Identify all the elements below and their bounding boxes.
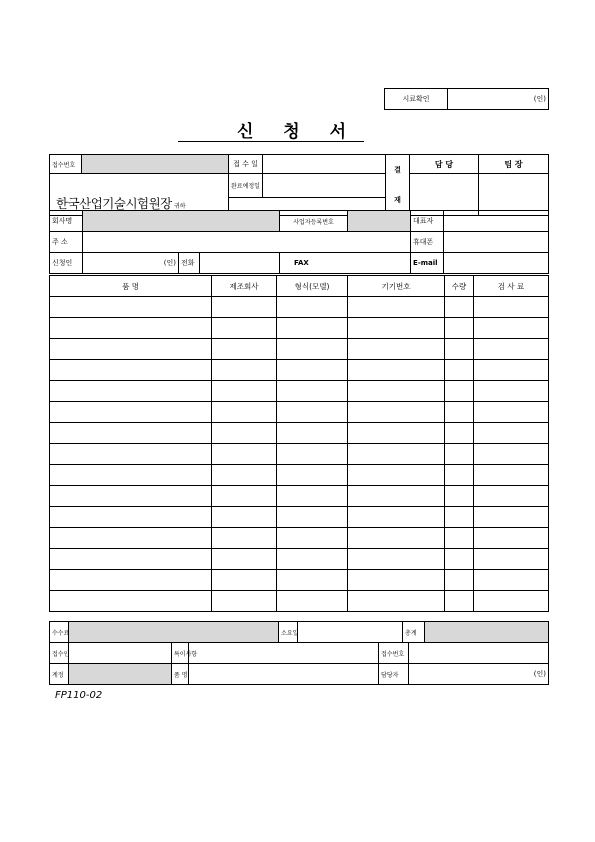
- serial-cell[interactable]: [348, 360, 445, 381]
- table-row: [50, 591, 549, 612]
- item-name-cell[interactable]: [50, 444, 212, 465]
- quantity-cell[interactable]: [445, 339, 474, 360]
- manufacturer-cell[interactable]: [212, 381, 277, 402]
- table-row: [50, 486, 549, 507]
- item-name-cell[interactable]: [50, 486, 212, 507]
- receiver-field[interactable]: [69, 643, 172, 664]
- fee-cell[interactable]: [474, 381, 549, 402]
- item-name-cell[interactable]: [50, 381, 212, 402]
- fax-cell: [280, 253, 411, 274]
- table-row: [50, 423, 549, 444]
- email-label: E-mail: [411, 253, 444, 274]
- serial-cell[interactable]: [348, 339, 445, 360]
- manufacturer-cell[interactable]: [212, 423, 277, 444]
- model-cell[interactable]: [277, 402, 348, 423]
- biz-reg-field[interactable]: [348, 211, 411, 232]
- serial-cell[interactable]: [348, 318, 445, 339]
- col-header-serial: 기기번호: [348, 276, 445, 297]
- item-name-cell[interactable]: [50, 528, 212, 549]
- applicant-seal[interactable]: (인): [83, 253, 179, 274]
- serial-cell[interactable]: [348, 549, 445, 570]
- table-row: [50, 465, 549, 486]
- fee-cell[interactable]: [474, 318, 549, 339]
- quantity-cell[interactable]: [445, 528, 474, 549]
- notes-label: 특이사항: [172, 643, 189, 664]
- page-title: 신 청 서: [236, 122, 359, 142]
- item-name-cell[interactable]: [50, 591, 212, 612]
- title-underline: [178, 141, 364, 142]
- quantity-cell[interactable]: [445, 549, 474, 570]
- model-cell[interactable]: [277, 528, 348, 549]
- item-name-cell[interactable]: [50, 507, 212, 528]
- serial-cell[interactable]: [348, 444, 445, 465]
- manufacturer-cell[interactable]: [212, 318, 277, 339]
- model-cell[interactable]: [277, 444, 348, 465]
- model-cell[interactable]: [277, 591, 348, 612]
- model-cell[interactable]: [277, 486, 348, 507]
- items-header-row: [50, 276, 549, 297]
- model-cell[interactable]: [277, 297, 348, 318]
- fee-cell[interactable]: [474, 444, 549, 465]
- manufacturer-cell[interactable]: [212, 360, 277, 381]
- fee-cell[interactable]: [474, 423, 549, 444]
- table-row: [50, 381, 549, 402]
- item-name-cell[interactable]: [50, 360, 212, 381]
- fee-cell[interactable]: [474, 402, 549, 423]
- fee-cell[interactable]: [474, 465, 549, 486]
- footer-receipt-no-label: 접수번호: [379, 643, 409, 664]
- serial-cell[interactable]: [348, 465, 445, 486]
- sample-confirm-label: 시료확인: [385, 89, 448, 110]
- serial-cell[interactable]: [348, 591, 445, 612]
- fee-cell[interactable]: [474, 360, 549, 381]
- model-cell[interactable]: [277, 360, 348, 381]
- serial-cell[interactable]: [348, 297, 445, 318]
- person-label: 담당자: [379, 664, 409, 685]
- company-field[interactable]: [83, 211, 280, 232]
- model-cell[interactable]: [277, 549, 348, 570]
- addressee-honorific: 귀하: [174, 203, 186, 210]
- fee-cell[interactable]: [474, 507, 549, 528]
- days-field[interactable]: [298, 622, 403, 643]
- table-row: [50, 528, 549, 549]
- fee-cell[interactable]: [474, 339, 549, 360]
- mobile-label: 휴대폰: [411, 232, 444, 253]
- manufacturer-cell[interactable]: [212, 507, 277, 528]
- phone-label: 전화: [179, 253, 200, 274]
- account-field[interactable]: [69, 664, 172, 685]
- model-cell[interactable]: [277, 339, 348, 360]
- person-seal[interactable]: (인): [409, 664, 549, 685]
- item-name-cell[interactable]: [50, 339, 212, 360]
- table-row: [50, 444, 549, 465]
- receipt-date-field[interactable]: [263, 155, 386, 174]
- manufacturer-cell[interactable]: [212, 339, 277, 360]
- approval-label-bottom: 재: [394, 196, 401, 204]
- receipt-date-label: 접 수 일: [229, 155, 263, 174]
- quantity-cell[interactable]: [445, 381, 474, 402]
- header-table: [49, 154, 549, 216]
- serial-cell[interactable]: [348, 402, 445, 423]
- quantity-cell[interactable]: [445, 486, 474, 507]
- serial-cell[interactable]: [348, 570, 445, 591]
- manufacturer-cell[interactable]: [212, 549, 277, 570]
- footer-item-field[interactable]: [189, 664, 379, 685]
- receipt-no-label: 접수번호: [50, 155, 82, 174]
- mobile-field[interactable]: [444, 232, 549, 253]
- fee-label: 수수료: [50, 622, 69, 643]
- phone-field[interactable]: [200, 253, 280, 274]
- serial-cell[interactable]: [348, 381, 445, 402]
- fee-cell[interactable]: [474, 528, 549, 549]
- fee-cell[interactable]: [474, 570, 549, 591]
- table-row: [50, 318, 549, 339]
- quantity-cell[interactable]: [445, 318, 474, 339]
- total-field[interactable]: [425, 622, 549, 643]
- serial-cell[interactable]: [348, 528, 445, 549]
- quantity-cell[interactable]: [445, 465, 474, 486]
- footer-table: [49, 621, 549, 685]
- fee-cell[interactable]: [474, 591, 549, 612]
- total-label: 총계: [403, 622, 425, 643]
- manufacturer-cell[interactable]: [212, 297, 277, 318]
- staff-label: 담 당: [410, 155, 479, 174]
- sample-confirm-seal[interactable]: (인): [448, 89, 549, 110]
- table-row: [50, 297, 549, 318]
- footer-item-label: 품 명: [172, 664, 189, 685]
- serial-cell[interactable]: [348, 507, 445, 528]
- manufacturer-cell[interactable]: [212, 444, 277, 465]
- item-name-cell[interactable]: [50, 297, 212, 318]
- address-label: 주 소: [50, 232, 83, 253]
- manufacturer-cell[interactable]: [212, 465, 277, 486]
- quantity-cell[interactable]: [445, 423, 474, 444]
- ceo-label: 대표자: [411, 211, 444, 232]
- fax-label: FAX: [294, 259, 309, 267]
- quantity-cell[interactable]: [445, 297, 474, 318]
- biz-reg-label: 사업자등록번호: [280, 211, 348, 232]
- receiver-label: 접수인: [50, 643, 69, 664]
- days-label: 소요일: [279, 622, 298, 643]
- quantity-cell[interactable]: [445, 402, 474, 423]
- company-label: 회사명: [50, 211, 83, 232]
- model-cell[interactable]: [277, 423, 348, 444]
- quantity-cell[interactable]: [445, 360, 474, 381]
- item-name-cell[interactable]: [50, 465, 212, 486]
- applicant-label: 신청인: [50, 253, 83, 274]
- items-table: [49, 275, 549, 612]
- table-row: [50, 549, 549, 570]
- fee-cell[interactable]: [474, 486, 549, 507]
- fee-cell[interactable]: [474, 549, 549, 570]
- ceo-field[interactable]: [444, 211, 549, 232]
- serial-cell[interactable]: [348, 486, 445, 507]
- manufacturer-cell[interactable]: [212, 591, 277, 612]
- account-label: 계정: [50, 664, 69, 685]
- due-date-label: 완료예정일: [229, 174, 263, 198]
- model-cell[interactable]: [277, 570, 348, 591]
- manufacturer-cell[interactable]: [212, 570, 277, 591]
- footer-receipt-no-field[interactable]: [409, 643, 549, 664]
- due-date-field[interactable]: [263, 174, 386, 198]
- team-lead-label: 팀 장: [479, 155, 549, 174]
- manufacturer-cell[interactable]: [212, 486, 277, 507]
- receipt-no-field[interactable]: [82, 155, 229, 174]
- form-code: FP110-02: [55, 690, 103, 701]
- col-header-manufacturer: 제조회사: [212, 276, 277, 297]
- email-field[interactable]: [444, 253, 549, 274]
- quantity-cell[interactable]: [445, 507, 474, 528]
- sample-confirm-box: [384, 88, 549, 110]
- fee-cell[interactable]: [474, 297, 549, 318]
- quantity-cell[interactable]: [445, 591, 474, 612]
- model-cell[interactable]: [277, 507, 348, 528]
- col-header-model: 형식(모델): [277, 276, 348, 297]
- table-row: [50, 360, 549, 381]
- address-field[interactable]: [83, 232, 411, 253]
- item-name-cell[interactable]: [50, 423, 212, 444]
- fee-field[interactable]: [69, 622, 279, 643]
- model-cell[interactable]: [277, 465, 348, 486]
- model-cell[interactable]: [277, 318, 348, 339]
- model-cell[interactable]: [277, 381, 348, 402]
- manufacturer-cell[interactable]: [212, 402, 277, 423]
- applicant-table: [49, 210, 549, 274]
- manufacturer-cell[interactable]: [212, 528, 277, 549]
- item-name-cell[interactable]: [50, 402, 212, 423]
- approval-label: [386, 155, 410, 216]
- item-name-cell[interactable]: [50, 570, 212, 591]
- col-header-fee: 검 사 료: [474, 276, 549, 297]
- serial-cell[interactable]: [348, 423, 445, 444]
- quantity-cell[interactable]: [445, 444, 474, 465]
- notes-field[interactable]: [189, 643, 379, 664]
- table-row: [50, 570, 549, 591]
- quantity-cell[interactable]: [445, 570, 474, 591]
- addressee: 한국산업기술시험원장: [56, 196, 172, 211]
- item-name-cell[interactable]: [50, 318, 212, 339]
- table-row: [50, 507, 549, 528]
- table-row: [50, 339, 549, 360]
- approval-label-top: 결: [394, 166, 401, 174]
- col-header-item-name: 품 명: [50, 276, 212, 297]
- table-row: [50, 402, 549, 423]
- item-name-cell[interactable]: [50, 549, 212, 570]
- col-header-quantity: 수량: [445, 276, 474, 297]
